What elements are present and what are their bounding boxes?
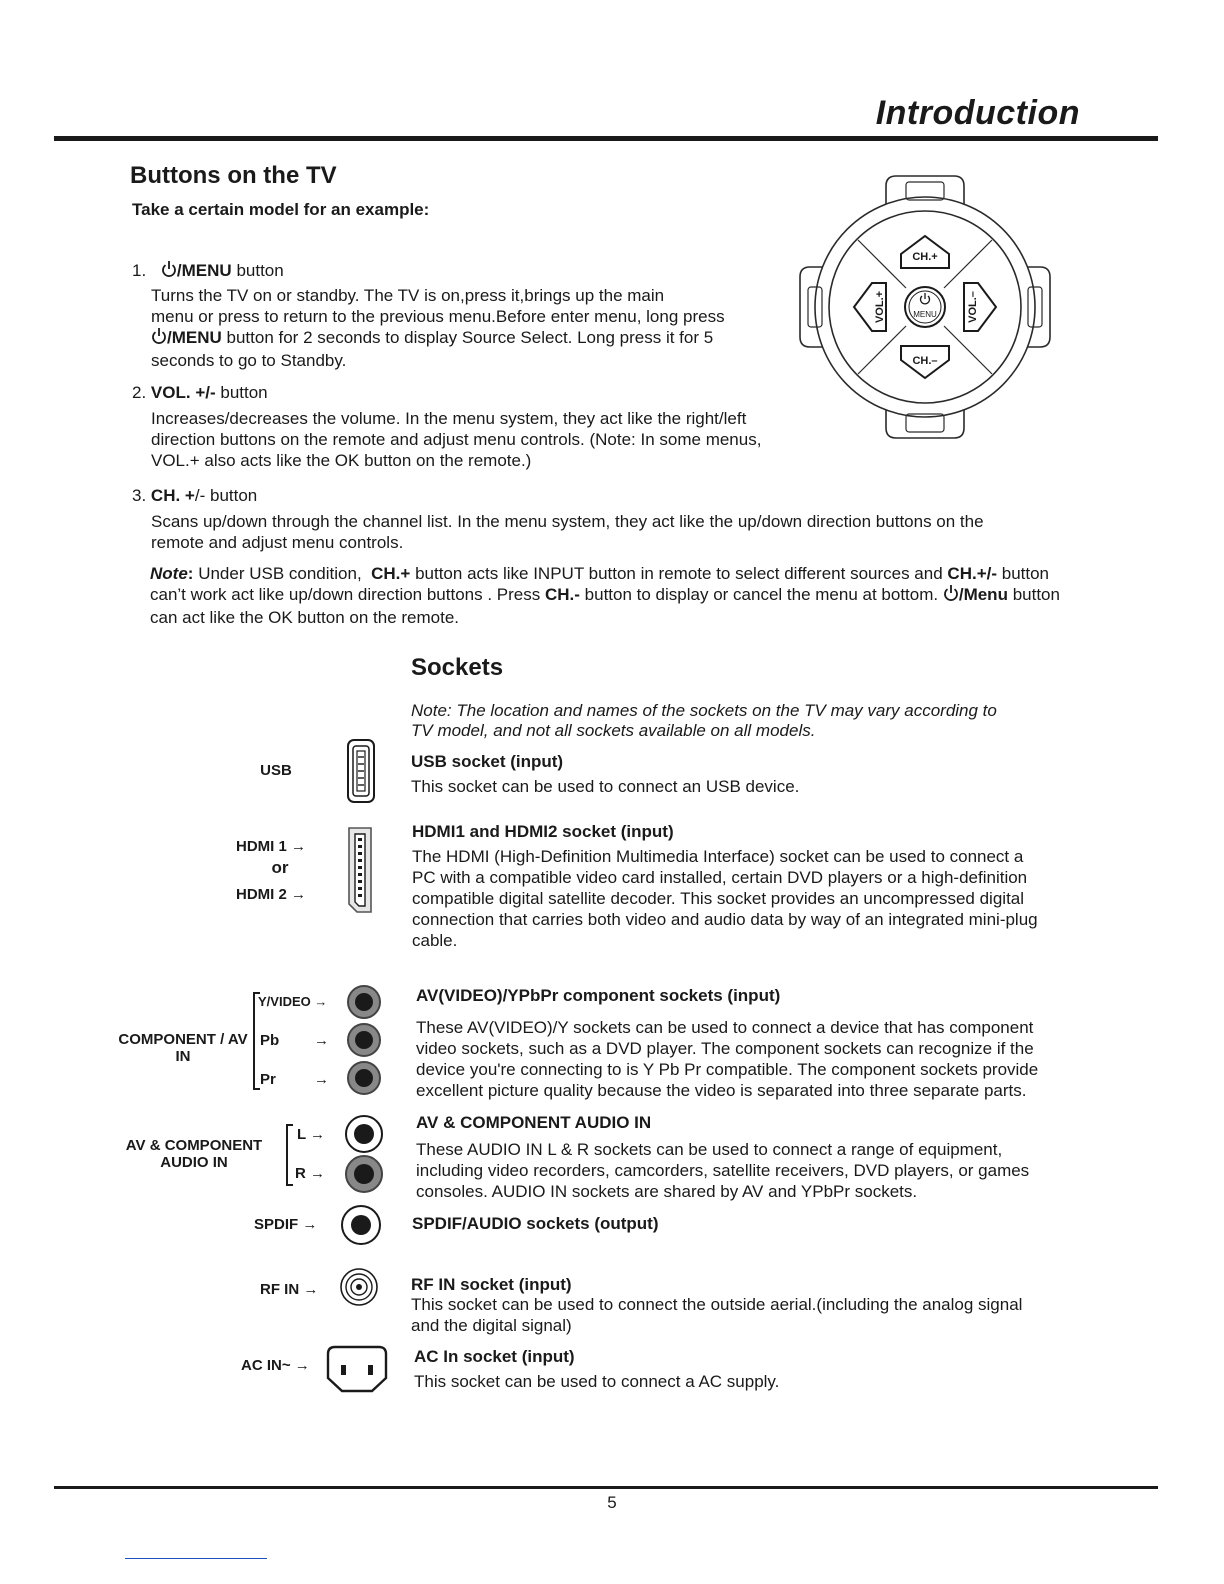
page-header-title: Introduction [875, 94, 1080, 132]
item-2-heading: 2. VOL. +/- button [132, 383, 268, 402]
component-socket-desc: These AV(VIDEO)/Y sockets can be used to connect a device that has component video sockets, such as a DVD player. The component sockets can recognize if the device you're connecting to is Y Pb Pr compatible. The component sockets provide excellent picture quality because the video is separated into three separate parts. [416, 1018, 1039, 1100]
hdmi-port-icon [345, 826, 375, 914]
dial-vol-plus-label: VOL.+ [874, 290, 886, 324]
pb-jack [347, 1023, 381, 1057]
dial-ch-minus-label: CH.– [912, 355, 938, 367]
hdmi-or-label: or [271, 858, 289, 877]
usb-socket-title: USB socket (input) [411, 752, 564, 771]
rf-in-desc: This socket can be used to connect the outside aerial.(including the analog signal and the digital signal) [411, 1295, 1023, 1335]
pr-arrow: → [314, 1071, 329, 1088]
audio-in-desc: These AUDIO IN L & R sockets can be used to connect a range of equipment, including video recorders, camcorders, satellite receivers, DVD players, or games consoles. AUDIO IN sockets are shared by AV and YPbPr sockets. [416, 1140, 1030, 1201]
item-1-heading: 1. /MENU button [132, 260, 284, 283]
spdif-title: SPDIF/AUDIO sockets (output) [412, 1214, 659, 1233]
usb-port-icon [346, 738, 376, 804]
ac-in-label: AC IN~ → [241, 1357, 310, 1374]
ac-in-socket-icon [325, 1344, 389, 1394]
hdmi2-label: HDMI 2 → [236, 886, 307, 903]
pr-label: Pr [260, 1071, 276, 1088]
footer-link-underline [125, 1558, 267, 1559]
audio-l-label: L → [297, 1126, 326, 1143]
power-icon [151, 327, 167, 350]
buttons-note: Note: Under USB condition, CH.+ button acts like INPUT button in remote to select different sources and CH.+/- button can’t work act like up/down direction buttons . Press CH.- button to display or cancel the menu at bottom. /Menu button can act like the OK button on the remote. [150, 564, 1060, 627]
y-video-jack [347, 985, 381, 1019]
audio-r-jack [345, 1155, 383, 1193]
usb-socket-desc: This socket can be used to connect an USB device. [411, 777, 800, 796]
power-icon [161, 260, 177, 283]
usb-label: USB [260, 762, 292, 779]
tv-button-dial-diagram [796, 172, 1054, 442]
sockets-note: Note: The location and names of the sockets on the TV may vary according to TV model, and not all sockets available on all models. [411, 701, 997, 740]
audio-in-title: AV & COMPONENT AUDIO IN [416, 1113, 652, 1132]
hdmi-socket-desc: The HDMI (High-Definition Multimedia Interface) socket can be used to connect a PC with a compatible video card installed, certain DVD players or a high-definition compatible digital satellite decoder. This socket provides an uncompressed digital connection that carries both video and audio data by way of an integrated mini-plug cable. [412, 847, 1038, 950]
audio-in-group-label: AV & COMPONENT AUDIO IN [125, 1137, 263, 1171]
component-av-group-label: COMPONENT / AV IN [118, 1031, 248, 1065]
spdif-jack [341, 1205, 381, 1245]
dial-ch-plus-label: CH.+ [912, 251, 938, 263]
footer-rule [54, 1486, 1158, 1489]
audio-bracket [286, 1124, 293, 1186]
ac-in-title: AC In socket (input) [414, 1347, 575, 1366]
audio-l-jack [345, 1115, 383, 1153]
audio-r-label: R → [295, 1165, 325, 1182]
item-3-description: Scans up/down through the channel list. In the menu system, they act like the up/down direction buttons on the remote and adjust menu controls. [151, 512, 984, 552]
item-3-heading: 3. CH. +/- button [132, 486, 258, 505]
spdif-label: SPDIF → [254, 1216, 318, 1233]
pb-arrow: → [314, 1032, 329, 1049]
item-2-description: Increases/decreases the volume. In the menu system, they act like the right/left direction buttons on the remote and adjust menu controls. (Note: In some menus, VOL.+ also acts like the OK button on the remote.) [151, 409, 762, 470]
hdmi1-label: HDMI 1 → [236, 838, 307, 855]
dial-menu-label: MENU [913, 310, 937, 319]
power-icon [943, 584, 959, 607]
dial-vol-minus-label: VOL.– [967, 291, 979, 323]
ac-in-desc: This socket can be used to connect a AC supply. [414, 1372, 780, 1391]
buttons-section-subtitle: Take a certain model for an example: [132, 200, 430, 219]
buttons-section-title: Buttons on the TV [130, 162, 337, 189]
pr-jack [347, 1061, 381, 1095]
rf-in-title: RF IN socket (input) [411, 1275, 572, 1294]
component-socket-title: AV(VIDEO)/YPbPr component sockets (input) [416, 986, 781, 1005]
sockets-section-title: Sockets [411, 654, 504, 681]
page-number: 5 [607, 1493, 617, 1512]
rf-in-jack [339, 1267, 379, 1307]
item-1-description: Turns the TV on or standby. The TV is on,press it,brings up the main menu or press to return to the previous menu.Before enter menu, long press /MENU button for 2 seconds to display Source Select. Long press it for 5 seconds to go to Standby. [151, 286, 725, 370]
pb-label: Pb [260, 1032, 280, 1049]
rf-in-label: RF IN → [260, 1281, 319, 1298]
header-rule [54, 136, 1158, 141]
hdmi-socket-title: HDMI1 and HDMI2 socket (input) [412, 822, 674, 841]
y-video-label: Y/VIDEO → [258, 994, 328, 1009]
